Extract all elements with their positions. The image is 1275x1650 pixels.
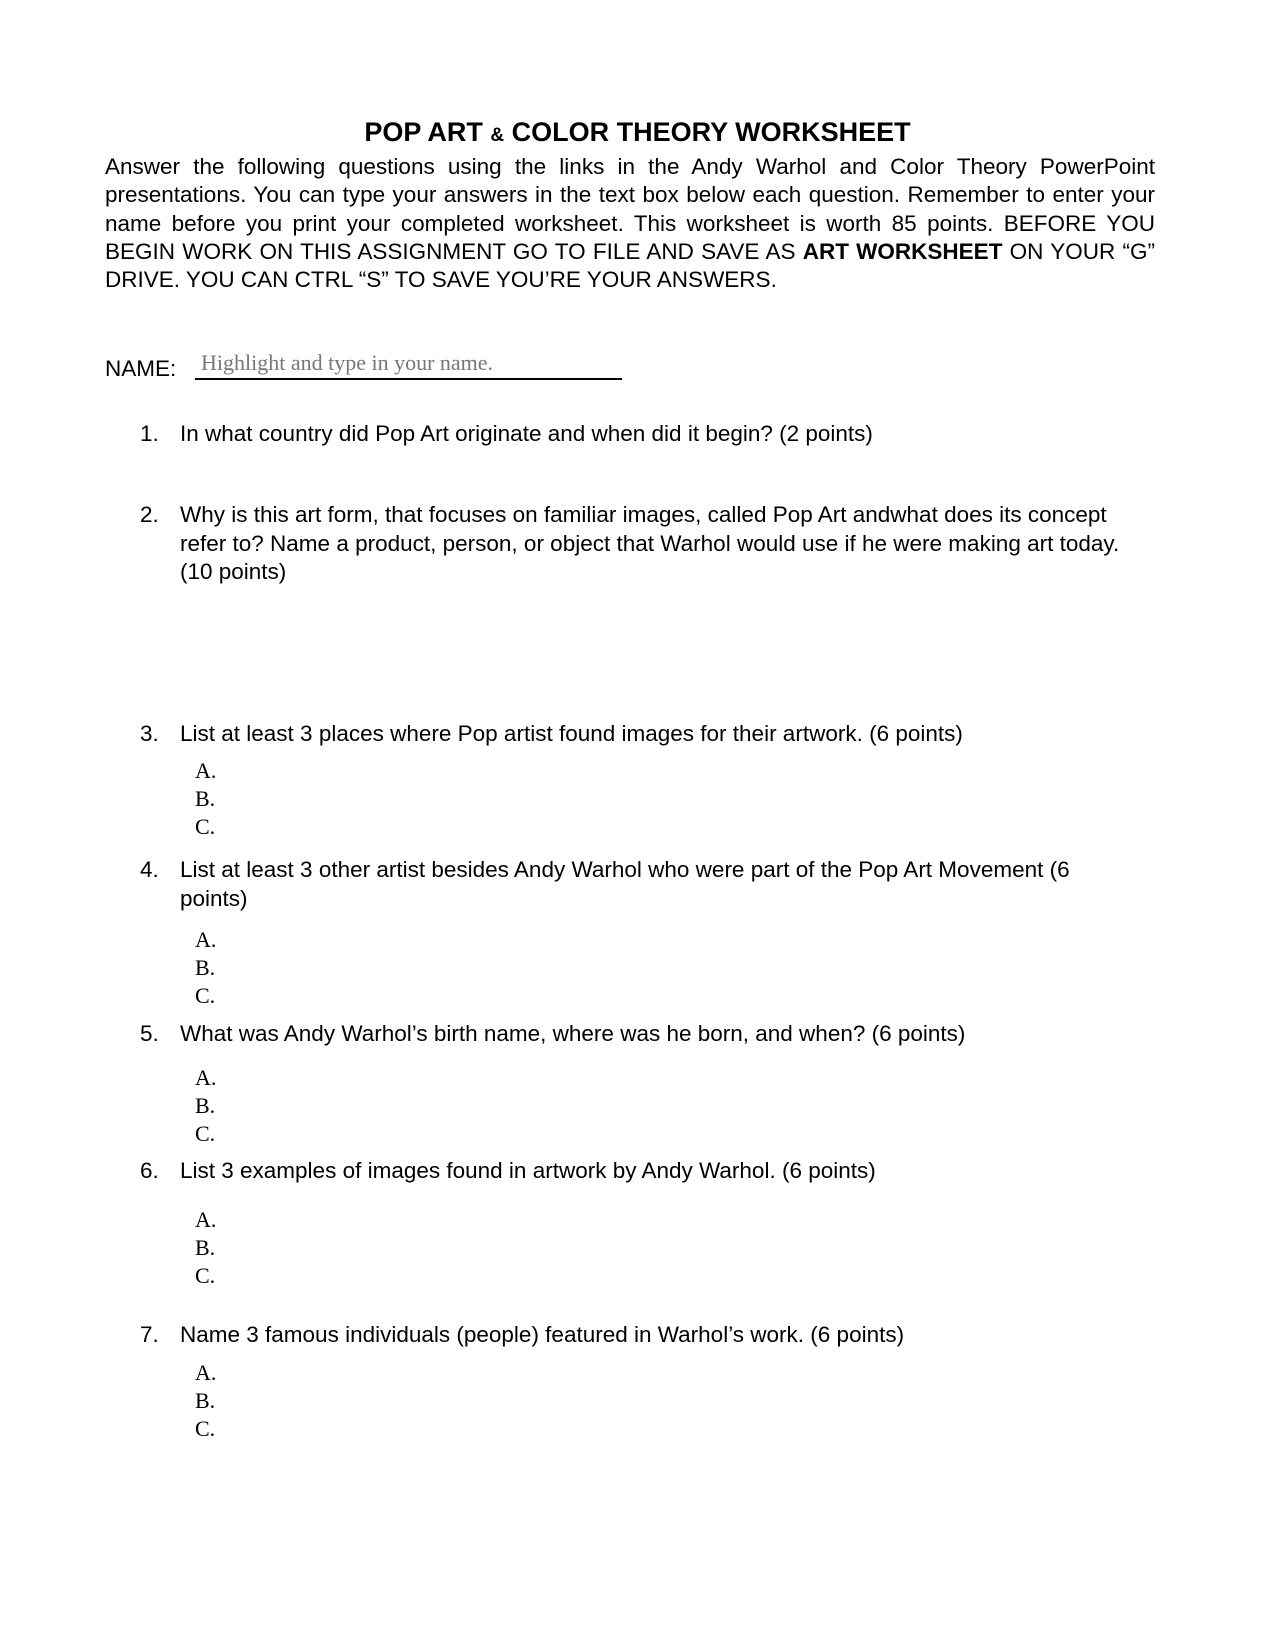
answer-option-a: A. (195, 1360, 217, 1385)
answer-option-a: A. (195, 1207, 217, 1232)
instructions-text-b: ON YOUR “G” DRIVE. YOU CAN CTRL “S” TO SAVE YOU’RE YOUR ANSWERS. (105, 238, 1155, 293)
title-ampersand: & (490, 125, 505, 146)
worksheet-title (0, 116, 1275, 152)
answer-option-a: A. (195, 927, 217, 952)
instructions-text-a: Answer the following questions using the links in the Andy Warhol and Color Theory PowerPoint presentations. You can type your answers in the text box below each question. Remember to enter your name before you print your completed worksheet. This worksheet is worth 85 points. BEFORE YOU BEGIN WORK ON THIS ASSIGNMENT GO TO FILE AND SAVE AS (105, 154, 1155, 264)
question-text: List at least 3 places where Pop artist found images for their artwork. (6 points) (180, 721, 963, 746)
question-6 (140, 1157, 1140, 1186)
question-text: Why is this art form, that focuses on familiar images, called Pop Art andwhat does its concept refer to? Name a product, person, or object that Warhol would use if he were making art today.(10 points) (180, 502, 1120, 584)
question-text: List at least 3 other artist besides Andy Warhol who were part of the Pop Art Movement (6 points) (180, 857, 1070, 911)
question-text: In what country did Pop Art originate and when did it begin? (2 points) (180, 421, 873, 446)
answer-option-a: A. (195, 758, 217, 783)
instructions-paragraph (105, 153, 1155, 294)
question-text: What was Andy Warhol’s birth name, where was he born, and when? (6 points) (180, 1021, 966, 1046)
question-4 (140, 856, 1140, 913)
question-3 (140, 720, 1140, 749)
question-number: 2. (140, 502, 159, 527)
question-text: List 3 examples of images found in artwork by Andy Warhol. (6 points) (180, 1158, 876, 1183)
title-part-1: POP ART (364, 117, 483, 147)
answer-option-c: C. (195, 1416, 216, 1441)
question-text: Name 3 famous individuals (people) featured in Warhol’s work. (6 points) (180, 1322, 905, 1347)
question-2 (140, 501, 1120, 587)
question-number: 7. (140, 1322, 159, 1347)
answer-option-b: B. (195, 1235, 216, 1260)
instructions-bold-filename: ART WORKSHEET (802, 238, 1003, 264)
question-number: 3. (140, 721, 159, 746)
question-number: 6. (140, 1158, 159, 1183)
question-5 (140, 1020, 1140, 1049)
answer-option-c: C. (195, 983, 216, 1008)
question-number: 4. (140, 857, 159, 882)
question-7 (140, 1321, 1140, 1350)
question-number: 5. (140, 1021, 159, 1046)
answer-option-c: C. (195, 1263, 216, 1288)
answer-option-b: B. (195, 1093, 216, 1118)
answer-option-b: B. (195, 955, 216, 980)
question-number: 1. (140, 421, 159, 446)
answer-option-a: A. (195, 1065, 217, 1090)
answer-option-b: B. (195, 1388, 216, 1413)
question-1 (140, 420, 1140, 449)
name-input[interactable]: Highlight and type in your name. (195, 350, 622, 380)
answer-option-b: B. (195, 786, 216, 811)
name-label: NAME: (105, 356, 177, 381)
answer-option-c: C. (195, 814, 216, 839)
answer-option-c: C. (195, 1121, 216, 1146)
title-part-2: COLOR THEORY WORKSHEET (511, 117, 911, 147)
